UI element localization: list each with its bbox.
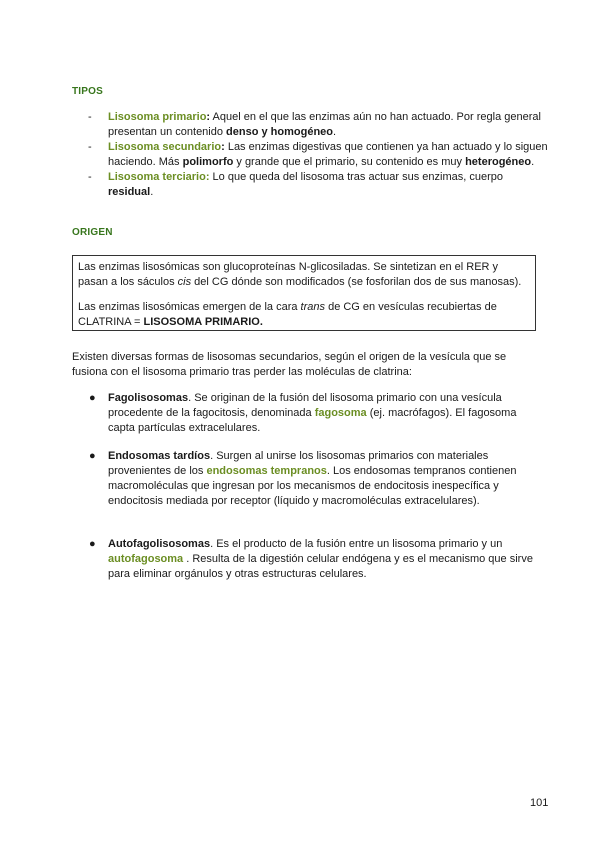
- text: . Se originan de la fusión del lisosoma primario con una vesícula procedente de la fagocitosis, denominada: [108, 392, 502, 419]
- secondary-types-list: [88, 391, 538, 582]
- origen-paragraph-1: [78, 260, 530, 290]
- text: (ej. macrófagos). El fagosoma capta partículas extracelulares.: [108, 407, 517, 434]
- list-item-endosomas-tardios: [88, 449, 538, 509]
- text: . Surgen al unirse los lisosomas primarios con materiales provenientes de los: [108, 450, 489, 477]
- term-endosomas-tempranos: endosomas tempranos: [206, 465, 327, 477]
- term-fagolisosomas: Fagolisosomas: [108, 392, 189, 404]
- term-terciario: Lisosoma terciario:: [108, 171, 210, 183]
- bold-text: LISOSOMA PRIMARIO.: [143, 316, 263, 328]
- term-primario: Lisosoma primario: [108, 111, 207, 123]
- text: . Resulta de la digestión celular endógena y es el mecanismo que sirve para eliminar orgánulos y otras estructuras celulares.: [108, 553, 533, 580]
- term-fagosoma: fagosoma: [314, 407, 367, 419]
- term-autofagolisosomas: Autofagolisosomas: [108, 538, 211, 550]
- colon: :: [206, 111, 211, 123]
- colon: :: [221, 141, 225, 153]
- list-item-autofagolisosomas: [88, 537, 538, 582]
- origen-box: [72, 255, 536, 331]
- list-item-fagolisosomas: [88, 391, 538, 436]
- text: Las enzimas lisosómicas son glucoproteínas N-glicosiladas. Se sintetizan en el RER y pasan a los sáculos: [78, 261, 499, 288]
- bold-text: heterogéneo: [465, 156, 532, 168]
- text: Lo que queda del lisosoma tras actuar sus enzimas, cuerpo: [209, 171, 503, 183]
- text: y grande que el primario, su contenido es muy: [233, 156, 466, 168]
- page-number: 101: [530, 797, 549, 809]
- text: . Los endosomas tempranos contienen macromoléculas que ingresan por los mecanismos de endocitosis inespecífica y endocitosis mediada por receptor (líquido y macromoléculas extracelulares).: [108, 465, 517, 507]
- text: .: [150, 186, 154, 198]
- term-secundario: Lisosoma secundario: [108, 141, 222, 153]
- bullet-icon: ●: [89, 392, 96, 404]
- bold-text: residual: [108, 186, 151, 198]
- text: de CG en vesículas recubiertas de CLATRINA =: [78, 301, 497, 328]
- italic-text: trans: [300, 301, 326, 313]
- text: Las enzimas digestivas que contienen ya han actuado y lo siguen haciendo. Más: [108, 141, 548, 168]
- text: Las enzimas lisosómicas emergen de la cara: [78, 301, 301, 313]
- list-item-terciario: [88, 170, 548, 200]
- intro-paragraph: Existen diversas formas de lisosomas secundarios, según el origen de la vesícula que se fusiona con el lisosoma primario tras perder las moléculas de clatrina:: [72, 351, 507, 378]
- list-item-secundario: [88, 140, 548, 170]
- origen-heading: ORIGEN: [72, 227, 113, 238]
- origen-paragraph-2: [78, 300, 530, 330]
- term-endosomas-tardios: Endosomas tardíos: [108, 450, 211, 462]
- text: . Es el producto de la fusión entre un lisosoma primario y un: [210, 538, 503, 550]
- bold-text: polimorfo: [182, 156, 234, 168]
- tipos-heading: TIPOS: [72, 86, 104, 97]
- bold-text: denso y homogéneo: [226, 126, 334, 138]
- italic-text: cis: [177, 276, 192, 288]
- text: del CG dónde son modificados (se fosforilan dos de sus manosas).: [191, 276, 522, 288]
- text: .: [531, 156, 535, 168]
- text: .: [333, 126, 337, 138]
- list-item-primario: [88, 110, 548, 140]
- tipos-list: [88, 110, 548, 200]
- bullet-icon: ●: [89, 450, 96, 462]
- bullet-icon: ●: [89, 538, 96, 550]
- term-autofagosoma: autofagosoma: [108, 553, 184, 565]
- text: Aquel en el que las enzimas aún no han actuado. Por regla general presentan un contenido: [108, 111, 541, 138]
